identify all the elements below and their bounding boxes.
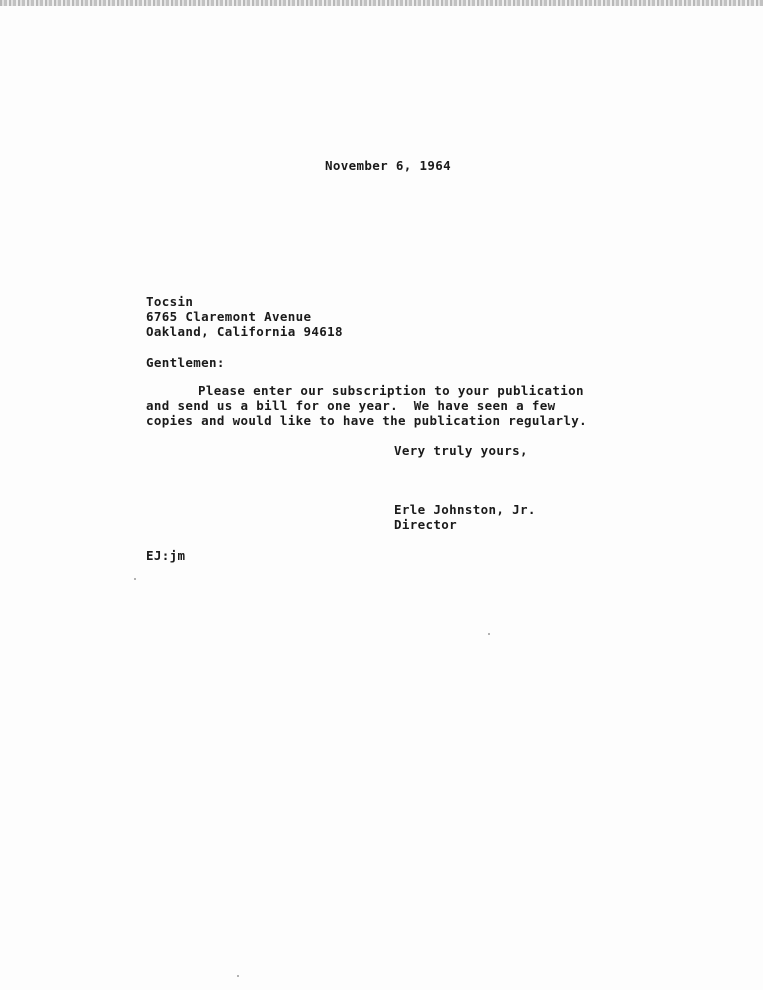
salutation: Gentlemen:: [146, 355, 225, 370]
body-line-1: Please enter our subscription to your publication: [198, 383, 584, 398]
scan-top-edge: [0, 0, 763, 6]
signature-title: Director: [394, 517, 458, 532]
recipient-name: Tocsin: [146, 294, 194, 309]
scan-speck: [488, 633, 490, 635]
scan-speck: [134, 578, 136, 580]
recipient-street: 6765 Claremont Avenue: [146, 309, 312, 324]
closing: Very truly yours,: [394, 443, 528, 458]
typist-initials: EJ:jm: [146, 548, 186, 563]
scan-speck: [237, 975, 239, 977]
body-line-3: copies and would like to have the publication regularly.: [146, 413, 588, 428]
body-line-2: and send us a bill for one year. We have seen a few: [146, 398, 556, 413]
recipient-city: Oakland, California 94618: [146, 324, 343, 339]
letter-date: November 6, 1964: [325, 158, 452, 173]
signature-name: Erle Johnston, Jr.: [394, 502, 536, 517]
